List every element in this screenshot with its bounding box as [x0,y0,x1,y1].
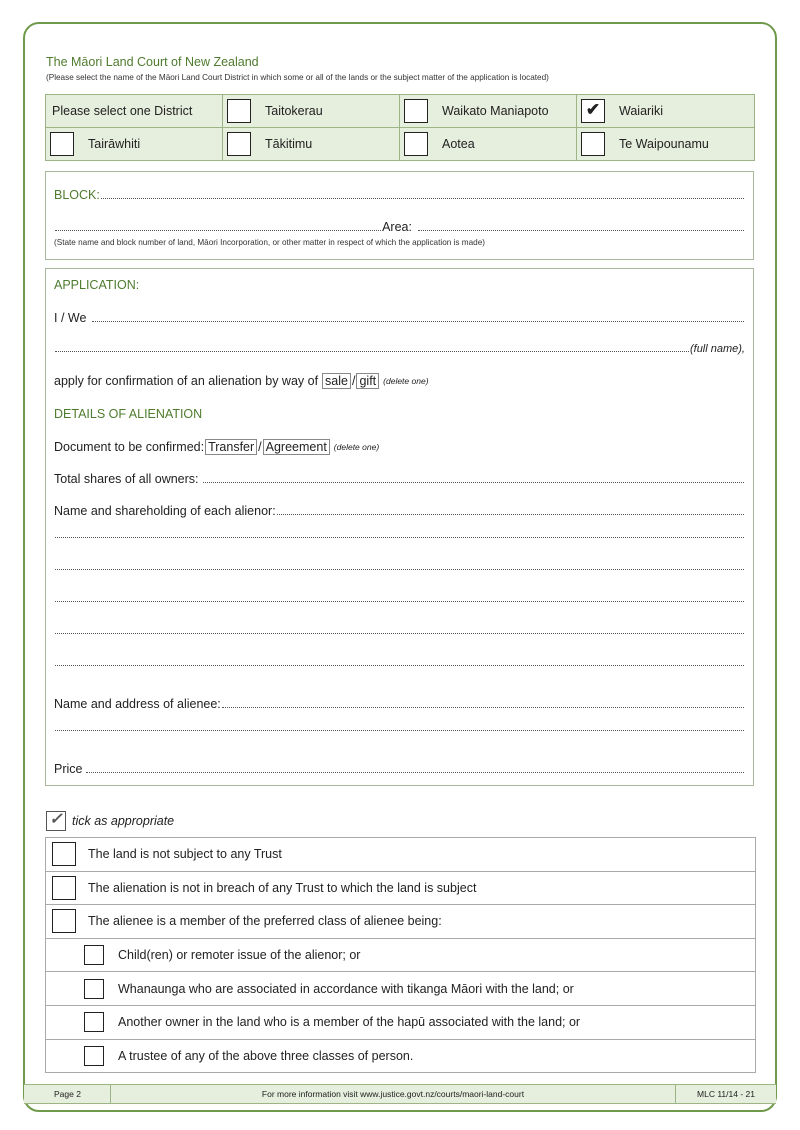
checkbox[interactable] [227,132,251,156]
area-label: Area: [382,220,412,234]
tick-item-no-trust[interactable]: The land is not subject to any Trust [52,842,749,866]
full-name-label: (full name), [689,343,745,355]
checkbox[interactable] [84,1046,104,1066]
checkbox[interactable] [52,876,76,900]
tick-item-preferred-class[interactable]: The alienee is a member of the preferred class of alienee being: [52,909,749,933]
checkbox[interactable] [52,842,76,866]
checkbox[interactable] [84,945,104,965]
form-code: MLC 11/14 - 21 [697,1089,755,1099]
application-panel [45,268,754,786]
alienor-line-4[interactable] [55,633,744,634]
footer-info: For more information visit www.justice.govt.nz/courts/maori-land-court [111,1085,676,1103]
option-sale[interactable]: sale [322,373,351,389]
court-title: The Māori Land Court of New Zealand [46,55,259,69]
alienee-line-2[interactable] [55,730,744,731]
checkbox[interactable] [581,132,605,156]
tick-subitem-another-owner[interactable]: Another owner in the land who is a member of the hapū associated with the land; or [52,1012,749,1032]
name-shareholding-label: Name and shareholding of each alienor: [54,504,276,518]
district-option-aotea[interactable]: Aotea [406,132,570,156]
court-subtitle: (Please select the name of the Māori Land Court District in which some or all of the lands or the subject matter of the application is located) [46,73,549,82]
option-transfer[interactable]: Transfer [205,439,257,455]
block-heading: BLOCK: [54,188,100,202]
checkbox[interactable] [50,132,74,156]
district-option-waiariki[interactable]: ✔ Waiariki [583,99,748,123]
block-field[interactable] [101,198,744,199]
block-panel [45,171,754,260]
page-number: Page 2 [24,1085,111,1103]
tick-legend-text: tick as appropriate [72,814,175,828]
details-heading: DETAILS OF ALIENATION [54,407,203,421]
name-address-field[interactable] [222,707,744,708]
district-option-taitokerau[interactable]: Taitokerau [229,99,393,123]
tick-item-no-breach[interactable]: The alienation is not in breach of any Trust to which the land is subject [52,876,749,900]
tick-list [45,837,756,1073]
tick-subitem-trustee[interactable]: A trustee of any of the above three classes of person. [52,1046,749,1066]
footer [24,1084,776,1104]
total-shares-field[interactable] [203,482,744,483]
block-name-field[interactable] [55,230,381,231]
district-option-takitimu[interactable]: Tākitimu [229,132,393,156]
checkbox[interactable] [404,99,428,123]
name-shareholding-field[interactable] [277,514,744,515]
tick-icon: ✓ [46,811,66,831]
district-option-tairawhiti[interactable]: Tairāwhiti [52,132,216,156]
checkbox[interactable] [404,132,428,156]
checkbox[interactable] [84,979,104,999]
alienor-line-5[interactable] [55,665,744,666]
total-shares-label: Total shares of all owners: [54,472,199,486]
i-we-label: I / We [54,311,87,325]
delete-one-note: (delete one) [333,442,380,452]
price-label: Price [54,762,83,776]
slash-separator: / [258,440,262,454]
block-note: (State name and block number of land, Māori Incorporation, or other matter in respect of which the application is made) [54,238,485,247]
name-address-label: Name and address of alienee: [54,697,221,711]
option-agreement[interactable]: Agreement [263,439,330,455]
district-prompt: Please select one District [46,95,223,128]
document-label: Document to be confirmed: [54,440,205,454]
apply-text: apply for confirmation of an alienation by way of [54,374,319,388]
district-option-te-waipounamu[interactable]: Te Waipounamu [583,132,748,156]
price-field[interactable] [86,772,744,773]
delete-one-note: (delete one) [383,376,429,386]
alienor-line-2[interactable] [55,569,744,570]
alienor-line-3[interactable] [55,601,744,602]
checkbox-checked[interactable]: ✔ [581,99,605,123]
slash-separator: / [351,374,356,388]
tick-subitem-whanaunga[interactable]: Whanaunga who are associated in accordance with tikanga Māori with the land; or [52,979,749,999]
tick-legend [46,811,174,831]
area-field[interactable] [418,230,744,231]
application-heading: APPLICATION: [54,278,140,292]
checkbox[interactable] [227,99,251,123]
alienor-line-1[interactable] [55,537,744,538]
option-gift[interactable]: gift [356,373,379,389]
checkbox[interactable] [52,909,76,933]
applicant-name-field-2[interactable] [55,351,689,352]
district-option-waikato-maniapoto[interactable]: Waikato Maniapoto [406,99,570,123]
applicant-name-field[interactable] [92,321,744,322]
district-table [45,94,755,161]
tick-subitem-children[interactable]: Child(ren) or remoter issue of the alienor; or [52,945,749,965]
checkbox[interactable] [84,1012,104,1032]
